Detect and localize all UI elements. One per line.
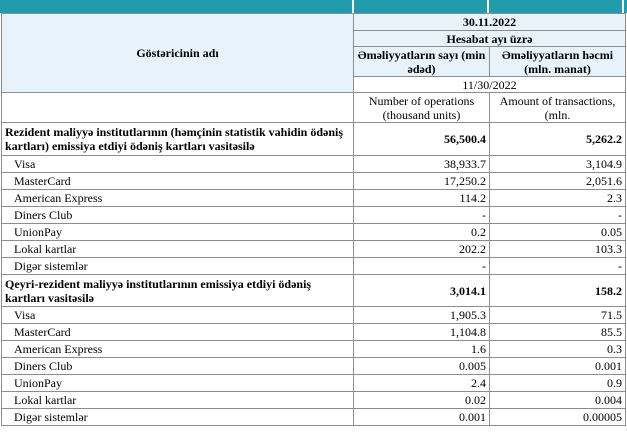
table-row-label: Visa (2, 307, 354, 324)
operations-count-header-en: Number of operations (thousand units) (354, 93, 490, 123)
row-amount: 0.3 (490, 341, 626, 358)
row-amount: 71.5 (490, 307, 626, 324)
payment-cards-table (1, 13, 626, 426)
section-amount: 158.2 (490, 275, 626, 307)
operations-count-header: Əməliyyatların sayı (min ədəd) (354, 47, 490, 77)
section-title: Qeyri-rezident maliyyə institutlarının emissiya etdiyi ödəniş kartları vasitəsilə (2, 275, 354, 307)
top-bar-divider (487, 0, 489, 13)
row-amount: 2.3 (490, 190, 626, 207)
table-row-label: UnionPay (2, 375, 354, 392)
row-count: 2.4 (354, 375, 490, 392)
table-row-label: UnionPay (2, 224, 354, 241)
row-amount: 85.5 (490, 324, 626, 341)
table-row-label: Lokal kartlar (2, 241, 354, 258)
top-bar-divider (622, 0, 624, 13)
row-amount: 3,104.9 (490, 156, 626, 173)
table-row-label: Digər sistemlər (2, 258, 354, 275)
row-count: - (354, 258, 490, 275)
row-count: 0.005 (354, 358, 490, 375)
row-amount: 2,051.6 (490, 173, 626, 190)
row-count: 0.001 (354, 409, 490, 426)
top-bar (0, 0, 627, 13)
row-count: 0.2 (354, 224, 490, 241)
row-count: 17,250.2 (354, 173, 490, 190)
section-count: 56,500.4 (354, 123, 490, 156)
table-row-label: American Express (2, 190, 354, 207)
table-row-label: American Express (2, 341, 354, 358)
row-amount: 0.9 (490, 375, 626, 392)
row-count: 38,933.7 (354, 156, 490, 173)
row-amount: 103.3 (490, 241, 626, 258)
operations-amount-header: Əməliyyatların həcmi (mln. manat) (490, 47, 626, 77)
indicator-name-header: Göstəricinin adı (2, 14, 354, 93)
row-amount: 0.001 (490, 358, 626, 375)
section-count: 3,014.1 (354, 275, 490, 307)
report-date-en: 11/30/2022 (354, 77, 626, 93)
row-amount: 0.05 (490, 224, 626, 241)
row-count: - (354, 207, 490, 224)
row-count: 0.02 (354, 392, 490, 409)
row-count: 1.6 (354, 341, 490, 358)
row-count: 1,104.8 (354, 324, 490, 341)
table-row-label: Diners Club (2, 207, 354, 224)
row-count: 114.2 (354, 190, 490, 207)
table-row-label: Diners Club (2, 358, 354, 375)
period-label: Hesabat ayı üzrə (354, 31, 626, 47)
table-row-label: Digər sistemlər (2, 409, 354, 426)
row-amount: - (490, 258, 626, 275)
blank-cell (2, 93, 354, 123)
top-bar-divider (352, 0, 354, 13)
table-row-label: Visa (2, 156, 354, 173)
operations-amount-header-en: Amount of transactions, (mln. (490, 93, 626, 123)
row-count: 202.2 (354, 241, 490, 258)
row-count: 1,905.3 (354, 307, 490, 324)
section-amount: 5,262.2 (490, 123, 626, 156)
section-title: Rezident maliyyə institutlarının (həmçinin statistik vahidin ödəniş kartları) emissiya etdiyi ödəniş kartları vasitəsilə (2, 123, 354, 156)
report-date: 30.11.2022 (354, 14, 626, 31)
table-row-label: Lokal kartlar (2, 392, 354, 409)
table-row-label: MasterCard (2, 173, 354, 190)
row-amount: 0.004 (490, 392, 626, 409)
table-row-label: MasterCard (2, 324, 354, 341)
row-amount: - (490, 207, 626, 224)
row-amount: 0.00005 (490, 409, 626, 426)
